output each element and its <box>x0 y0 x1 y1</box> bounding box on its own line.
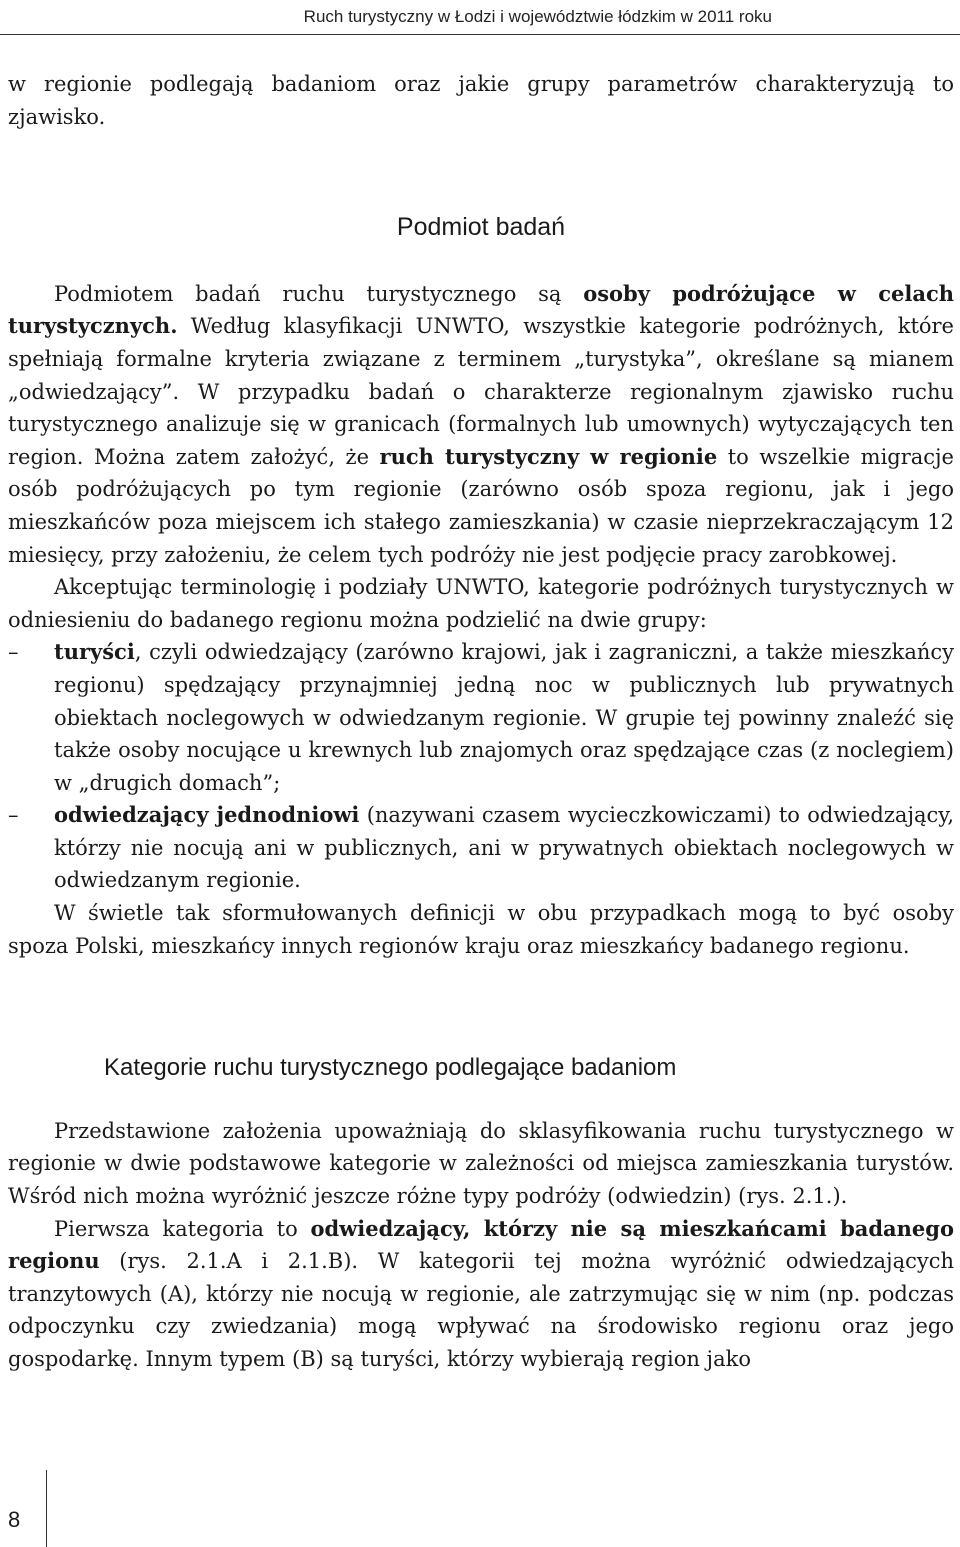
subject-paragraph <box>8 278 954 571</box>
text-run: Pierwsza kategoria to <box>54 1216 311 1241</box>
bold-term-non-residents: odwiedzający, którzy nie są mieszkańcami badanego regionu <box>8 1215 954 1274</box>
dash-bullet: – <box>8 803 19 828</box>
list-item-text: (nazywani czasem wycieczkowiczami) to odwiedzający, którzy nie nocują ani w publicznych, ani w prywatnych obiektach noclegowych w odwiedzanym regionie. <box>54 803 954 893</box>
running-header <box>0 4 960 35</box>
dash-bullet: – <box>8 640 19 665</box>
intro-paragraph: w regionie podlegają badaniom oraz jakie grupy parametrów charakteryzują to zjawisko. <box>8 72 954 129</box>
bold-term-tourists: turyści <box>54 639 135 665</box>
section-heading-categories: Kategorie ruchu turystycznego podlegające badaniom <box>104 1054 677 1082</box>
text-run: (rys. 2.1.A i 2.1.B). W kategorii tej można wyróżnić odwiedzających tranzytowych (A), którzy nie nocują w regionie, ale zatrzymując się w nim (np. podczas odpoczynku czy zwiedzania) mogą wpływać na środowisko regionu oraz jego gospodarkę. Innym typem (B) są turyści, którzy wybierają region jako <box>8 1249 954 1371</box>
text-run: Podmiotem badań ruchu turystycznego są <box>54 281 584 306</box>
text-run: to wszelkie migracje osób podróżujących po tym regionie (zarówno osób spoza regionu, jak i jego mieszkańców poza miejscem ich stałego zamieszkania) w czasie nieprzekraczającym 12 miesięcy, przy założeniu, że celem tych podróży nie jest podjęcie pracy zarobkowej. <box>8 444 954 567</box>
page-number: 8 <box>8 1507 21 1532</box>
definitions-paragraph: W świetle tak sformułowanych definicji w obu przypadkach mogą to być osoby spoza Polski, mieszkańcy innych regionów kraju oraz mieszkańcy badanego regionu. <box>8 901 954 958</box>
bold-term-day-visitors: odwiedzający jednodniowi <box>54 802 360 828</box>
bold-term-travellers: osoby podróżujące w celach turystycznych. <box>8 280 954 339</box>
page-content <box>8 68 954 1376</box>
first-category-paragraph <box>8 1213 954 1376</box>
running-title: Ruch turystyczny w Łodzi i województwie łódzkim w 2011 roku <box>303 7 772 26</box>
list-item-text: , czyli odwiedzający (zarówno krajowi, jak i zagraniczni, a także mieszkańcy regionu) spędzający przynajmniej jedną noc w publicznych lub prywatnych obiektach noclegowych w odwiedzanym regionie. W grupie tej powinny znaleźć się także osoby nocujące u krewnych lub znajomych oraz spędzające czas (z noclegiem) w „drugich domach”; <box>54 640 954 795</box>
traveller-groups-list <box>8 636 954 897</box>
bold-term-regional-tourism: ruch turystyczny w regionie <box>379 443 718 469</box>
footer-rule <box>46 1470 47 1547</box>
list-item-tourists <box>8 636 954 799</box>
terminology-paragraph: Akceptując terminologię i podziały UNWTO, kategorie podróżnych turystycznych w odniesieniu do badanego regionu można podzielić na dwie grupy: <box>8 575 954 632</box>
categories-paragraph: Przedstawione założenia upoważniają do sklasyfikowania ruchu turystycznego w regionie w dwie podstawowe kategorie w zależności od miejsca zamieszkania turystów. Wśród nich można wyróżnić jeszcze różne typy podróży (odwiedzin) (rys. 2.1.). <box>8 1118 954 1209</box>
list-item-day-visitors <box>8 799 954 897</box>
section-heading-subject: Podmiot badań <box>396 213 566 242</box>
text-run: Według klasyfikacji UNWTO, wszystkie kategorie podróżnych, które spełniają formalne kryteria związane z terminem „turystyka”, określane są mianem „odwiedzający”. W przypadku badań o charakterze regionalnym zjawisko ruchu turystycznego analizuje się w granicach (formalnych lub umownych) wytyczających ten region. Można zatem założyć, że <box>8 314 954 469</box>
